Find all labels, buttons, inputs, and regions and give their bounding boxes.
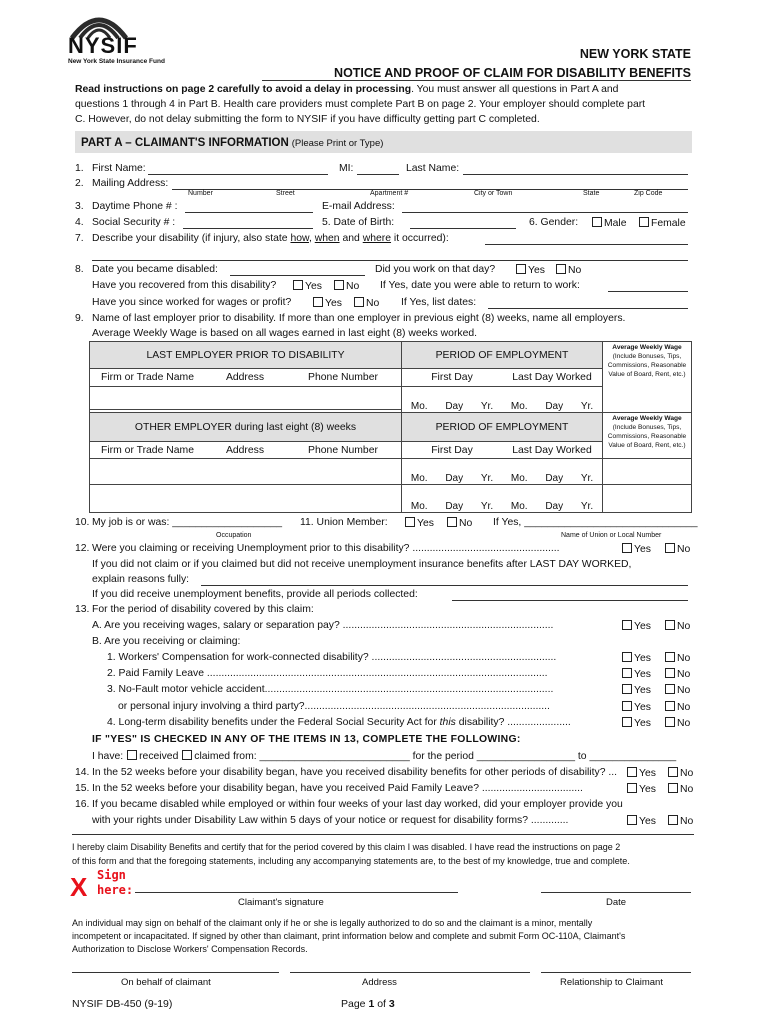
hint-zip: Zip Code bbox=[634, 190, 663, 197]
title-line1: NEW YORK STATE bbox=[579, 47, 691, 61]
q13b4-yes-checkbox[interactable] bbox=[622, 717, 632, 727]
worked-yes: Yes bbox=[515, 264, 545, 277]
claimed-checkbox[interactable] bbox=[182, 750, 192, 760]
q16-no-checkbox[interactable] bbox=[668, 815, 678, 825]
worked-no-checkbox[interactable] bbox=[556, 264, 566, 274]
q13b3b-no: No bbox=[664, 701, 690, 714]
employer-table: LAST EMPLOYER PRIOR TO DISABILITY PERIOD OF EMPLOYMENT Average Weekly Wage (Include Bonuses, Tips, Commissions, Reasonable Value of Board, Rent, etc.) Firm or Trade Name Address Phone Number First Day Last Day Worked Mo. Day Yr. Mo. Day Yr. OTHER EMPLOYER during last eight (8) weeks PERIOD OF EMPLOYMENT Average Weekly Wage (Include Bonuses, Tips, Commissions, Reasonable Value of Board, Rent, etc.) Firm or Trade Name Address Phone Number First Day Last Day Worked Mo. Day Yr. Mo. Day Yr. Mo. Day Yr. Mo. Day Yr. bbox=[89, 341, 692, 513]
other-employer-header: OTHER EMPLOYER during last eight (8) weeks bbox=[90, 413, 402, 442]
wage-header-2: Average Weekly Wage (Include Bonuses, Tips, Commissions, Reasonable Value of Board, Rent, etc.) bbox=[603, 413, 692, 459]
q13a-no-checkbox[interactable] bbox=[665, 620, 675, 630]
other-employer-dates-2[interactable]: Mo. Day Yr. Mo. Day Yr. bbox=[402, 485, 603, 513]
mailing-address-field[interactable] bbox=[172, 189, 688, 190]
q8-worked-label: Did you work on that day? bbox=[375, 264, 496, 275]
q10-num: 10. bbox=[75, 517, 90, 528]
first-name-field[interactable] bbox=[148, 174, 328, 175]
logo-name: NYSIF bbox=[68, 33, 138, 58]
q13b3b-no-checkbox[interactable] bbox=[665, 701, 675, 711]
q13b2-yes: Yes bbox=[621, 668, 651, 681]
address-header: Address bbox=[225, 372, 265, 383]
q14-label: In the 52 weeks before your disability began, have you received disability benefits for other periods of disability? ... bbox=[92, 767, 618, 778]
female-checkbox[interactable] bbox=[639, 217, 649, 227]
q13b1-yes: Yes bbox=[621, 652, 651, 665]
q14-yes-checkbox[interactable] bbox=[627, 767, 637, 777]
q16-line1: If you became disabled while employed or within four weeks of your last day worked, did your employer provide you bbox=[92, 799, 623, 810]
behalf-caption-3: Relationship to Claimant bbox=[560, 977, 663, 988]
q16-line2: with your rights under Disability Law within 5 days of your notice or request for disability forms? ............. bbox=[92, 815, 569, 826]
q12-num: 12. bbox=[75, 543, 90, 554]
logo-tagline: New York State Insurance Fund bbox=[68, 58, 165, 65]
part-a-header: PART A – CLAIMANT'S INFORMATION (Please Print or Type) bbox=[81, 137, 384, 149]
q9-num: 9. bbox=[75, 313, 84, 324]
wage-header-1: Average Weekly Wage (Include Bonuses, Tips, Commissions, Reasonable Value of Board, Rent, etc.) bbox=[603, 342, 692, 413]
last-day-header: Last Day Worked bbox=[512, 372, 592, 383]
intro-line2: questions 1 through 4 in Part B. Health care providers must complete Part B on page 2. Your employer should complete part bbox=[75, 99, 646, 110]
q14-yes: Yes bbox=[626, 767, 656, 780]
email-field[interactable] bbox=[402, 212, 688, 213]
q13-num: 13. bbox=[75, 604, 90, 615]
return-date-field[interactable] bbox=[608, 291, 688, 292]
q13-a: A. Are you receiving wages, salary or separation pay? ......................................................................... bbox=[92, 620, 554, 631]
q12-no: No bbox=[664, 543, 690, 556]
period-header-2: PERIOD OF EMPLOYMENT bbox=[402, 413, 603, 442]
q10-label: My job is or was: ___________________ bbox=[92, 517, 283, 528]
page-number: Page 1 of 3 bbox=[341, 998, 395, 1010]
gender-male: Male bbox=[591, 217, 627, 230]
q12-line3: explain reasons fully: bbox=[92, 574, 190, 585]
if-yes-heading: IF "YES" IS CHECKED IN ANY OF THE ITEMS IN 13, COMPLETE THE FOLLOWING: bbox=[92, 734, 521, 745]
worked-no: No bbox=[555, 264, 581, 277]
q5-dob-label: 5. Date of Birth: bbox=[322, 217, 395, 228]
q6-gender-label: 6. Gender: bbox=[529, 217, 579, 228]
q2-label: Mailing Address: bbox=[92, 178, 169, 189]
q1-num: 1. bbox=[75, 163, 84, 174]
mi-field[interactable] bbox=[357, 174, 399, 175]
intro-line1: Read instructions on page 2 carefully to avoid a delay in processing. You must answer all questions in Part A and bbox=[75, 84, 619, 95]
behalf-relationship-field[interactable] bbox=[541, 972, 691, 973]
q13b3-yes-checkbox[interactable] bbox=[622, 684, 632, 694]
date-disabled-field[interactable] bbox=[230, 275, 365, 276]
q8-since-label: Have you since worked for wages or profit? bbox=[92, 297, 292, 308]
other-employer-wage-1[interactable] bbox=[603, 459, 692, 485]
q13a-no: No bbox=[664, 620, 690, 633]
behalf-caption-2: Address bbox=[362, 977, 397, 988]
behalf-caption-1: On behalf of claimant bbox=[121, 977, 211, 988]
q7-label: Describe your disability (if injury, also state how, when and where it occurred): bbox=[92, 233, 449, 244]
explain-reasons-field[interactable] bbox=[201, 585, 688, 586]
male-checkbox[interactable] bbox=[592, 217, 602, 227]
last-employer-entry[interactable] bbox=[90, 387, 402, 410]
phone-header: Phone Number bbox=[308, 372, 378, 383]
q7-num: 7. bbox=[75, 233, 84, 244]
q1-mi-label: MI: bbox=[339, 163, 354, 174]
q1-last-label: Last Name: bbox=[406, 163, 460, 174]
q14-no: No bbox=[667, 767, 693, 780]
q13b1-no-checkbox[interactable] bbox=[665, 652, 675, 662]
last-employer-header: LAST EMPLOYER PRIOR TO DISABILITY bbox=[90, 342, 402, 369]
q13b3-no-checkbox[interactable] bbox=[665, 684, 675, 694]
q9-line2: Average Weekly Wage is based on all wages earned in last eight (8) weeks worked. bbox=[92, 328, 478, 339]
q13-b4: 4. Long-term disability benefits under the Federal Social Security Act for this disability? ...................... bbox=[107, 717, 571, 728]
union-yes-checkbox[interactable] bbox=[405, 517, 415, 527]
q8-list-label: If Yes, list dates: bbox=[401, 297, 477, 308]
sign-label-1: Sign bbox=[97, 868, 126, 882]
behalf-address-field[interactable] bbox=[290, 972, 530, 973]
behalf-line1: An individual may sign on behalf of the claimant only if he or she is legally authorized to do so and the claimant is a minor, mentally bbox=[72, 918, 593, 928]
other-employer-dates-1[interactable]: Mo. Day Yr. Mo. Day Yr. bbox=[402, 459, 603, 485]
q13b4-yes: Yes bbox=[621, 717, 651, 730]
since-no-checkbox[interactable] bbox=[354, 297, 364, 307]
intro-line3: C. However, do not delay submitting the form to NYSIF if you have difficulty getting part C completed. bbox=[75, 114, 540, 125]
q12-yes: Yes bbox=[621, 543, 651, 556]
occupation-hint: Occupation bbox=[216, 532, 252, 539]
q3-email-label: E-mail Address: bbox=[322, 201, 395, 212]
q9-line1: Name of last employer prior to disability. If more than one employer in previous eight (8) weeks, name all employers. bbox=[92, 313, 626, 324]
q13a-yes-checkbox[interactable] bbox=[622, 620, 632, 630]
union-yes: Yes bbox=[404, 517, 434, 530]
other-employer-entry-1[interactable] bbox=[90, 459, 402, 485]
behalf-line2: incompetent or incapacitated. If signed by other than claimant, print information below and complete and submit Form OC-110A, Claimant's bbox=[72, 931, 626, 941]
hint-street: Street bbox=[276, 190, 295, 197]
disability-description-field[interactable] bbox=[485, 244, 688, 245]
q15-no: No bbox=[667, 783, 693, 796]
q14-num: 14. bbox=[75, 767, 90, 778]
disability-description-line2[interactable] bbox=[92, 260, 688, 261]
received-checkbox[interactable] bbox=[127, 750, 137, 760]
daytime-phone-field[interactable] bbox=[185, 212, 313, 213]
q13b4-no: No bbox=[664, 717, 690, 730]
q13b1-no: No bbox=[664, 652, 690, 665]
signature-date-field[interactable] bbox=[541, 892, 691, 893]
signature-caption: Claimant's signature bbox=[238, 897, 324, 908]
q13a-yes: Yes bbox=[621, 620, 651, 633]
q16-no: No bbox=[667, 815, 693, 828]
q13b2-no: No bbox=[664, 668, 690, 681]
q14-no-checkbox[interactable] bbox=[668, 767, 678, 777]
gender-female: Female bbox=[638, 217, 686, 230]
q16-yes: Yes bbox=[626, 815, 656, 828]
worked-dates-field[interactable] bbox=[488, 308, 688, 309]
dob-field[interactable] bbox=[410, 228, 516, 229]
q13-b3b: or personal injury involving a third party?..................................................................................... bbox=[118, 701, 550, 712]
last-name-field[interactable] bbox=[463, 174, 688, 175]
recovered-no-checkbox[interactable] bbox=[334, 280, 344, 290]
hint-state: State bbox=[583, 190, 600, 197]
first-day-header: First Day bbox=[431, 372, 473, 383]
q8-return-label: If Yes, date you were able to return to work: bbox=[380, 280, 580, 291]
q15-label: In the 52 weeks before your disability began, have you received Paid Family Leave? ................................... bbox=[92, 783, 583, 794]
recovered-yes: Yes bbox=[292, 280, 322, 293]
union-no-checkbox[interactable] bbox=[447, 517, 457, 527]
q3-label: Daytime Phone # : bbox=[92, 201, 178, 212]
q8-num: 8. bbox=[75, 264, 84, 275]
behalf-name-field[interactable] bbox=[72, 972, 279, 973]
q13b2-yes-checkbox[interactable] bbox=[622, 668, 632, 678]
q13-label: For the period of disability covered by this claim: bbox=[92, 604, 314, 615]
form-number: NYSIF DB-450 (9-19) bbox=[72, 998, 173, 1010]
section-divider bbox=[72, 834, 694, 835]
q12-no-checkbox[interactable] bbox=[665, 543, 675, 553]
firm-header: Firm or Trade Name bbox=[101, 372, 194, 383]
q13b2-no-checkbox[interactable] bbox=[665, 668, 675, 678]
q15-num: 15. bbox=[75, 783, 90, 794]
q4-num: 4. bbox=[75, 217, 84, 228]
hint-city: City or Town bbox=[474, 190, 513, 197]
q1-first-label: First Name: bbox=[92, 163, 146, 174]
title-line2: NOTICE AND PROOF OF CLAIM FOR DISABILITY BENEFITS bbox=[334, 66, 691, 80]
q13b4-no-checkbox[interactable] bbox=[665, 717, 675, 727]
hint-number: Number bbox=[188, 190, 213, 197]
q12-yes-checkbox[interactable] bbox=[622, 543, 632, 553]
q8-recovered-label: Have you recovered from this disability? bbox=[92, 280, 277, 291]
hint-apartment: Apartment # bbox=[370, 190, 409, 197]
recovered-yes-checkbox[interactable] bbox=[293, 280, 303, 290]
q16-yes-checkbox[interactable] bbox=[627, 815, 637, 825]
q4-label: Social Security # : bbox=[92, 217, 176, 228]
since-no: No bbox=[353, 297, 379, 310]
behalf-line3: Authorization to Disclose Workers' Compensation Records. bbox=[72, 944, 308, 954]
q13b3b-yes: Yes bbox=[621, 701, 651, 714]
cert-line2: of this form and that the foregoing statements, including any accompanying statements are, to the best of my knowledge, true and complete. bbox=[72, 856, 630, 866]
q12-label: Were you claiming or receiving Unemployment prior to this disability? ................................................... bbox=[92, 543, 560, 554]
other-employer-entry-2[interactable] bbox=[90, 485, 402, 513]
q13-b2: 2. Paid Family Leave ...................................................................................................................... bbox=[107, 668, 548, 679]
sign-label-2: here: bbox=[97, 883, 134, 897]
q8-disabled-label: Date you became disabled: bbox=[92, 264, 218, 275]
q13b3-no: No bbox=[664, 684, 690, 697]
q13-b1: 1. Workers' Compensation for work-connected disability? ................................................................ bbox=[107, 652, 557, 663]
q16-num: 16. bbox=[75, 799, 90, 810]
if-yes-row: I have: received claimed from: __________________________ for the period _________________ to _______________ bbox=[92, 751, 677, 762]
q12-line4: If you did receive unemployment benefits, provide all periods collected: bbox=[92, 589, 418, 600]
q13b3b-yes-checkbox[interactable] bbox=[622, 701, 632, 711]
q3-num: 3. bbox=[75, 201, 84, 212]
q13-b: B. Are you receiving or claiming: bbox=[92, 636, 241, 647]
union-name-field[interactable]: If Yes, ______________________________ bbox=[493, 517, 698, 528]
date-caption: Date bbox=[606, 897, 627, 908]
worked-yes-checkbox[interactable] bbox=[516, 264, 526, 274]
q15-no-checkbox[interactable] bbox=[668, 783, 678, 793]
q13b3-yes: Yes bbox=[621, 684, 651, 697]
union-no: No bbox=[446, 517, 472, 530]
q13b1-yes-checkbox[interactable] bbox=[622, 652, 632, 662]
q15-yes: Yes bbox=[626, 783, 656, 796]
cert-line1: I hereby claim Disability Benefits and certify that for the period covered by this claim I was disabled. I have read the instructions on page 2 bbox=[72, 842, 621, 852]
q11-label: 11. Union Member: bbox=[300, 517, 388, 528]
ssn-field[interactable] bbox=[183, 228, 313, 229]
sign-x-mark: X bbox=[70, 872, 88, 902]
claimant-signature-field[interactable] bbox=[135, 892, 458, 893]
last-employer-dates[interactable]: Mo. Day Yr. Mo. Day Yr. bbox=[402, 387, 603, 413]
q2-num: 2. bbox=[75, 178, 84, 189]
q15-yes-checkbox[interactable] bbox=[627, 783, 637, 793]
q12-line2: If you did not claim or if you claimed but did not receive unemployment insurance benefits after LAST DAY WORKED, bbox=[92, 559, 632, 570]
recovered-no: No bbox=[333, 280, 359, 293]
period-header: PERIOD OF EMPLOYMENT bbox=[402, 342, 603, 369]
since-yes: Yes bbox=[312, 297, 342, 310]
periods-collected-field[interactable] bbox=[452, 600, 688, 601]
other-employer-wage-2[interactable] bbox=[603, 485, 692, 513]
q13-b3: 3. No-Fault motor vehicle accident.................................................................................................... bbox=[107, 684, 554, 695]
since-yes-checkbox[interactable] bbox=[313, 297, 323, 307]
union-hint: Name of Union or Local Number bbox=[561, 532, 662, 539]
